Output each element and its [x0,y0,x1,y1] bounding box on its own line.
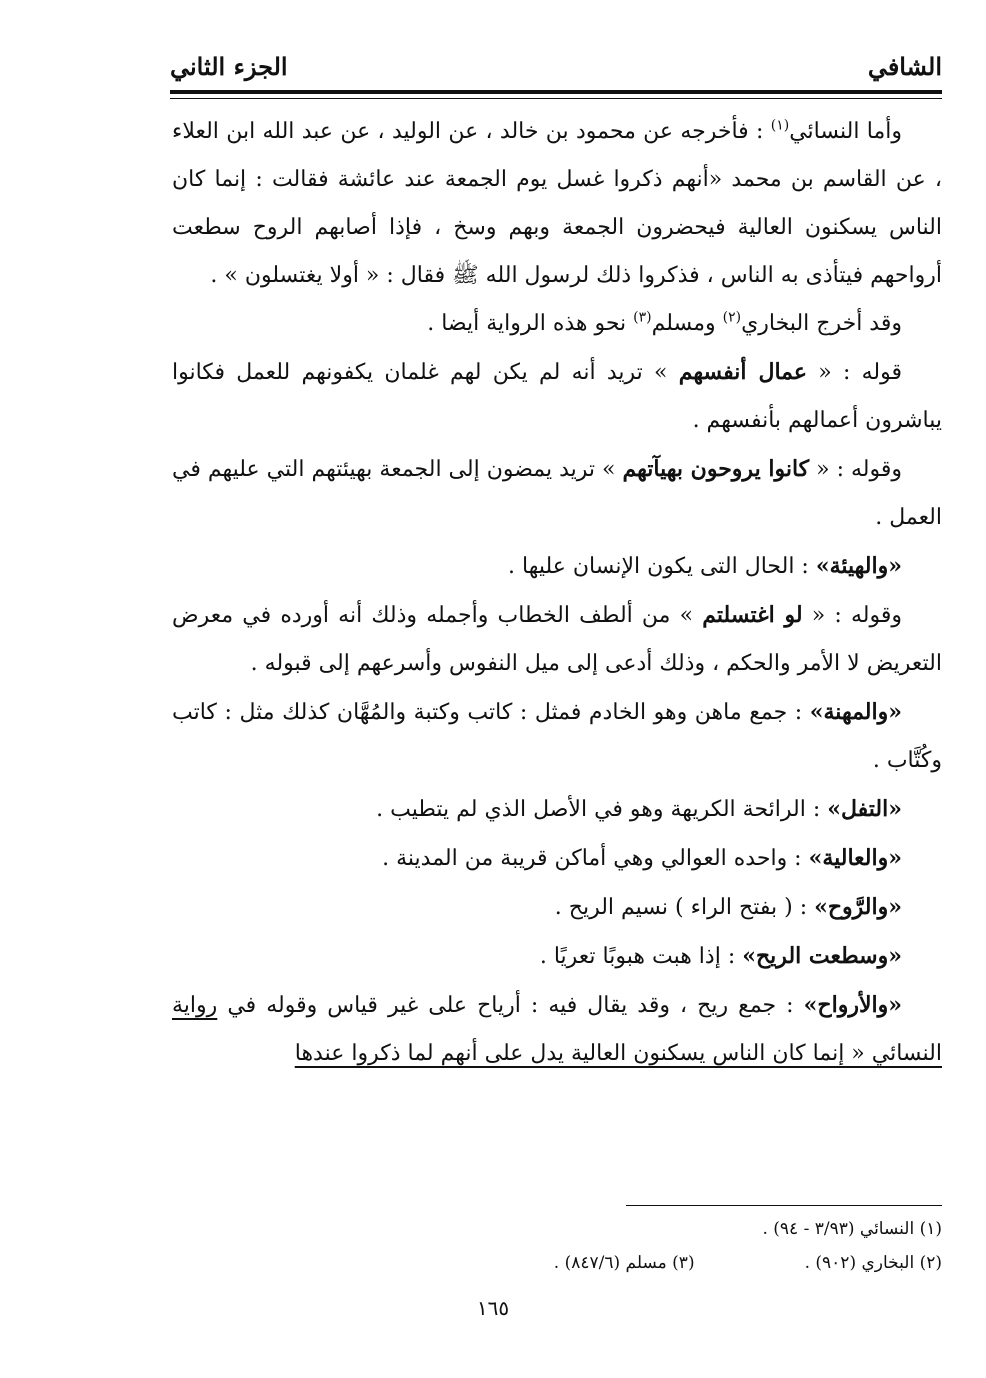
bold-term: عمال أنفسهم [678,359,807,385]
bold-term: «والهيئة» [815,553,902,579]
paragraph-11 [172,932,942,981]
main-text [172,108,942,1078]
text-run: : إذا هبت هبوبًا تعريًا . [539,944,743,969]
text-run: : الحال التى يكون الإنسان عليها . [508,554,816,579]
header-rule-thick [170,90,942,94]
page-number: ١٦٥ [476,1296,510,1320]
paragraph-9 [172,834,942,883]
running-header [170,52,942,92]
text-run: وأما النسائي [789,119,902,144]
header-rule-thin [170,98,942,99]
text-run: : الرائحة الكريهة وهو في الأصل الذي لم يتطيب . [376,797,828,822]
text-run: » من ألطف الخطاب وأجمله وذلك أنه أورده في معرض التعريض لا الأمر والحكم ، وذلك أدعى إلى ميل النفوس وأسرعهم إلى قبوله . [172,603,942,676]
text-run: : فأخرجه عن محمود بن خالد ، عن الوليد ، عن عبد الله ابن العلاء ، عن القاسم بن محمد «أنهم ذكروا غسل يوم الجمعة عند عائشة فقالت : إنما كان الناس يسكنون العالية فيحضرون الجمعة وبهم وسخ ، فإذا أصابهم الروح سطعت أرواحهم فيتأذى به الناس ، فذكروا ذلك لرسول الله ﷺ فقال : « أولا يغتسلون » . [172,119,942,288]
text-run: » تريد أنه لم يكن لهم غلمان يكفونهم للعمل فكانوا يباشرون أعمالهم بأنفسهم . [172,360,942,433]
bold-term: «والرَّوح» [814,894,902,920]
text-run: وقوله : « [809,457,902,482]
paragraph-7 [172,688,942,785]
bold-term: «والمهنة» [809,699,902,725]
bold-term: «والأرواح» [803,992,902,1018]
paragraph-3 [172,348,942,445]
bold-term: «وسطعت الريح» [742,943,902,969]
underlined-text: رواية النسائي « إنما كان الناس يسكنون العالية يدل على أنهم لما ذكروا عندها [172,993,942,1066]
bold-term: كانوا يروحون بهيآتهم [622,456,810,482]
text-run: : ( بفتح الراء ) نسيم الريح . [554,895,815,920]
paragraph-5 [172,542,942,591]
paragraph-4 [172,445,942,542]
footnote-marker: (٢) [722,309,742,326]
text-run: : جمع ماهن وهو الخادم فمثل : كاتب وكتبة والمُهَّان كذلك مثل : كاتب وكُتَّاب . [172,700,942,773]
paragraph-2 [172,300,942,348]
text-run: : واحده العوالي وهي أماكن قريبة من المدينة . [382,846,809,871]
text-run: نحو هذه الرواية أيضا . [427,311,634,336]
book-title: الشافي [867,52,942,81]
bold-term: «التفل» [827,796,902,822]
bold-term: «والعالية» [808,845,902,871]
footnote-1: (١) النسائي (٣/٩٣ - ٩٤) . [762,1219,942,1239]
paragraph-10 [172,883,942,932]
footnote-separator [626,1205,942,1206]
footnote-marker: (١) [770,117,790,134]
footnote-2: (٢) البخاري (٩٠٢) . [804,1253,942,1273]
text-run: ومسلم [651,311,723,336]
text-run: قوله : « [807,360,903,385]
footnote-marker: (٣) [633,309,652,326]
paragraph-6 [172,591,942,688]
footnote-row [172,1246,942,1280]
paragraph-8 [172,785,942,834]
volume-title: الجزء الثاني [170,52,288,81]
text-run: : جمع ريح ، وقد يقال فيه : أرياح على غير قياس وقوله في [217,993,804,1018]
paragraph-12 [172,981,942,1078]
text-run: وقوله : « [802,603,902,628]
text-run: » تريد يمضون إلى الجمعة بهيئتهم التي عليهم في العمل . [172,457,942,530]
bold-term: لو اغتسلتم [702,602,803,628]
footnote-3: (٣) مسلم (٨٤٧/٦) . [553,1253,695,1273]
paragraph-1 [172,108,942,300]
text-run: وقد أخرج البخاري [741,311,902,336]
footnotes [172,1212,942,1280]
